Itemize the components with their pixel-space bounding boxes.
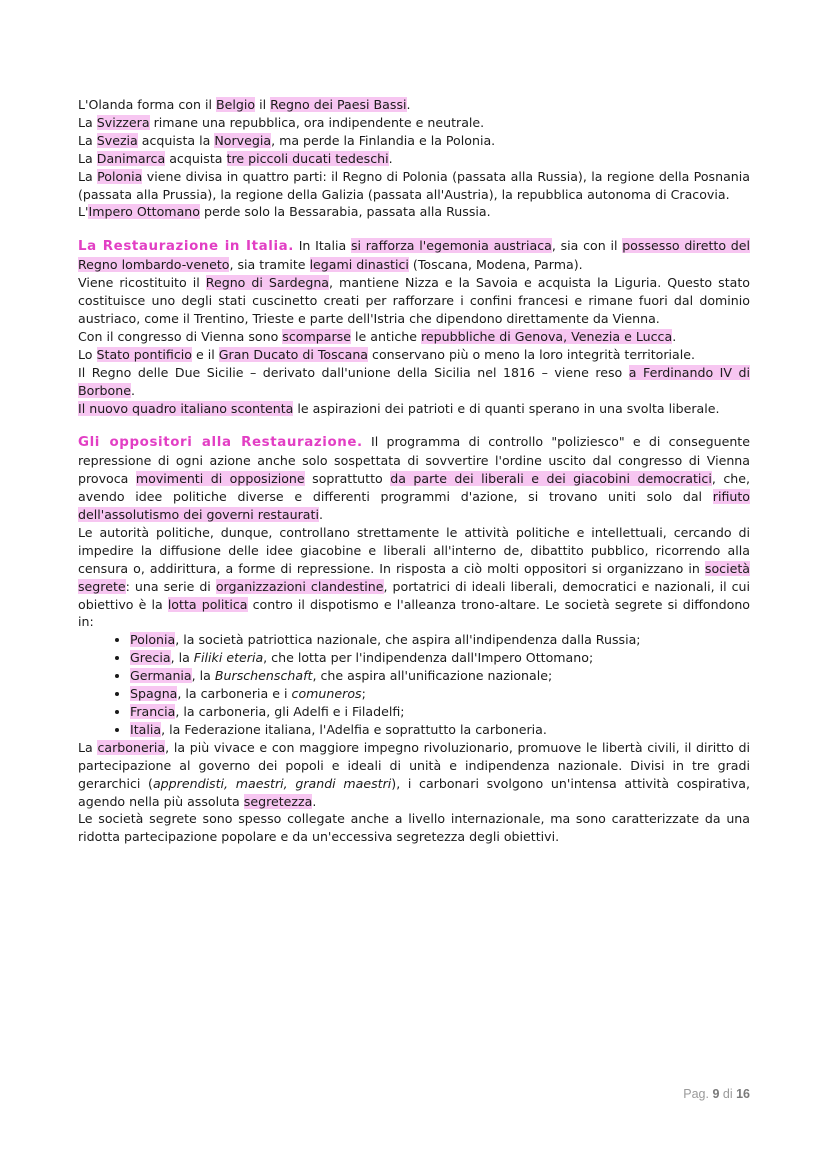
text-paragraph: Le società segrete sono spesso collegate anche a livello internazionale, ma sono caratterizzate da una ridotta partecipazione popolare e da un'eccessiva segretezza degli obiettivi. [78, 811, 750, 845]
list-item: • Germania, la Burschenschaft, che aspira all'unificazione nazionale; [130, 667, 750, 685]
list-item: • Francia, la carboneria, gli Adelfi e i Filadelfi; [130, 703, 750, 721]
section-restaurazione-italia: La Restaurazione in Italia. In Italia si rafforza l'egemonia austriaca, sia con il possesso diretto del Regno lombardo-veneto, sia tramite legami dinastici (Toscana, Modena, Parma). [78, 238, 751, 273]
text-paragraph: Il nuovo quadro italiano scontenta le aspirazioni dei patrioti e di quanti sperano in una svolta liberale. [78, 400, 720, 416]
list-item: • Polonia, la società patriottica nazionale, che aspira all'indipendenza dalla Russia; [130, 631, 750, 649]
text-line: La Svizzera rimane una repubblica, ora indipendente e neutrale. [78, 114, 485, 130]
text-paragraph: Le autorità politiche, dunque, controllano strettamente le attività politiche e intellettuali, cercando di impedire la diffusione delle idee giacobine e liberali all'interno de, dibattito pubblico, ricorrendo alla censura o, addirittura, a forme di repressione. In risposta a ciò molti oppositori si organizzano in società segrete: una serie di organizzazioni clandestine, portatrici di ideali liberali, democratici e nazionali, il cui obiettivo è la lotta politica contro il dispotismo e l'alleanza trono-altare. Le società segrete si diffondono in: [78, 524, 751, 630]
text-line: L'Olanda forma con il Belgio il Regno dei Paesi Bassi. [78, 97, 411, 112]
list-item: • Italia, la Federazione italiana, l'Adelfia e soprattutto la carboneria. [130, 721, 750, 739]
section-heading: La Restaurazione in Italia. [78, 239, 294, 255]
page-number: Pag. 9 di 16 [683, 1087, 750, 1101]
text-line: L'Impero Ottomano perde solo la Bessarabia, passata alla Russia. [78, 204, 491, 220]
text-paragraph: Con il congresso di Vienna sono scomparse le antiche repubbliche di Genova, Venezia e Lucca. [78, 328, 677, 344]
text-paragraph: Il Regno delle Due Sicilie – derivato dall'unione della Sicilia nel 1816 – viene reso a Ferdinando IV di Borbone. [78, 364, 751, 398]
list-item: • Spagna, la carboneria e i comuneros; [130, 685, 750, 703]
text-paragraph: La carboneria, la più vivace e con maggiore impegno rivoluzionario, promuove le libertà civili, il diritto di partecipazione al governo dei popoli e ideali di unità e indipendenza nazionale. Divisi in tre gradi gerarchici (apprendisti, maestri, grandi maestri), i carbonari svolgono un'intensa attività cospirativa, agendo nella più assoluta segretezza. [78, 739, 750, 809]
document-page [78, 96, 750, 846]
list-item: • Grecia, la Filiki eteria, che lotta per l'indipendenza dall'Impero Ottomano; [130, 649, 750, 667]
section-heading: Gli oppositori alla Restaurazione. [78, 435, 363, 451]
text-paragraph: La Polonia viene divisa in quattro parti: il Regno di Polonia (passata alla Russia), la regione della Posnania (passata alla Prussia), la regione della Galizia (passata all'Austria), la repubblica autonoma di Cracovia. [78, 168, 750, 202]
text-paragraph: Lo Stato pontificio e il Gran Ducato di Toscana conservano più o meno la loro integrità territoriale. [78, 346, 696, 362]
text-line: La Svezia acquista la Norvegia, ma perde la Finlandia e la Polonia. [78, 132, 496, 148]
text-line: La Danimarca acquista tre piccoli ducati tedeschi. [78, 150, 393, 166]
text-paragraph: Viene ricostituito il Regno di Sardegna, mantiene Nizza e la Savoia e acquista la Liguria. Questo stato costituisce uno degli stati cuscinetto creati per rafforzare i confini francesi e rimane fuori dal dominio austriaco, come il Trentino, Trieste e parte dell'Istria che dipendono direttamente da Vienna. [78, 275, 750, 326]
section-oppositori: Gli oppositori alla Restaurazione. Il programma di controllo "poliziesco" e di conseguente repressione di ogni azione anche solo sospettata di sovvertire l'ordine uscito dal congresso di Vienna provoca movimenti di opposizione soprattutto da parte dei liberali e dei giacobini democratici, che, avendo idee politiche diverse e differenti programmi d'azione, si trovano uniti solo dal rifiuto dell'assolutismo dei governi restaurati. [78, 434, 750, 523]
secret-societies-list [78, 631, 750, 738]
